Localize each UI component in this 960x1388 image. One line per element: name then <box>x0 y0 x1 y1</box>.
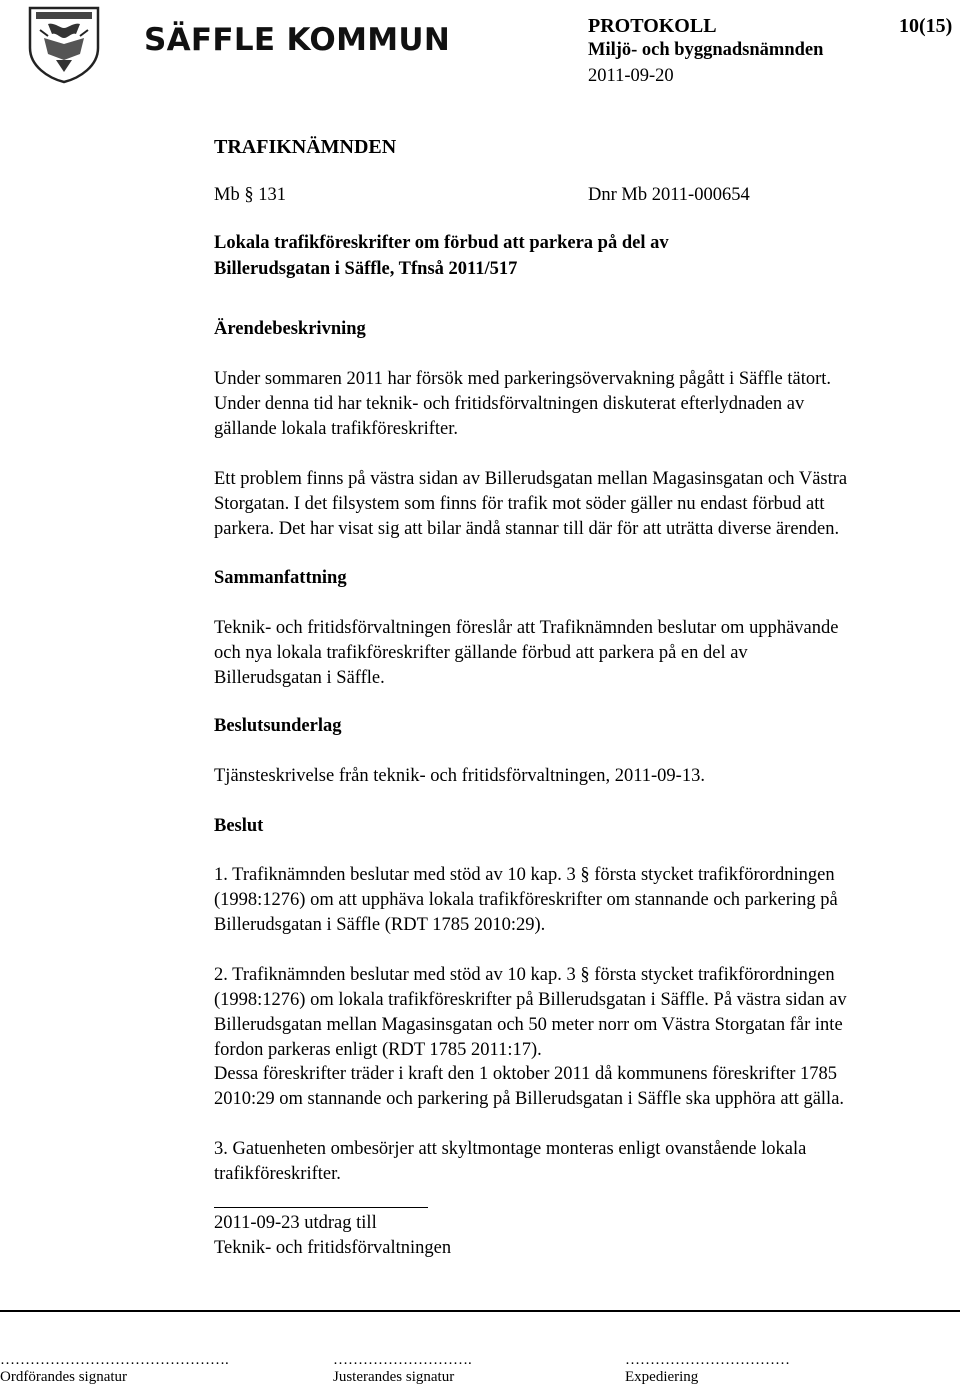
decision-line: 2. Trafiknämnden beslutar med stöd av 10 kap. 3 § första stycket trafikförordningen <box>214 965 835 985</box>
meeting-date: 2011-09-20 <box>588 66 674 86</box>
distribution-rule <box>214 1207 428 1208</box>
paragraph-line: och nya lokala trafikföreskrifter gällande förbud att parkera på en del av <box>214 643 748 663</box>
signature-dots: …………………………… <box>625 1352 790 1368</box>
decision-line: 2010:29 om stannande och parkering på Billerudsgatan i Säffle ska upphöra att gälla. <box>214 1089 845 1109</box>
paragraph-line: parkera. Det har visat sig att bilar ändå stannar till där för att uträtta diverse ärenden. <box>214 519 840 539</box>
signature-dots: ………………………………………. <box>0 1352 229 1368</box>
paragraph-line: Under denna tid har teknik- och fritidsförvaltningen diskuterat efterlydnaden av <box>214 394 805 414</box>
paragraph-line: Billerudsgatan i Säffle. <box>214 668 385 688</box>
board-name: Miljö- och byggnadsnämnden <box>588 40 824 60</box>
distribution-line: Teknik- och fritidsförvaltningen <box>214 1238 452 1258</box>
decision-line: (1998:1276) om att upphäva lokala trafikföreskrifter om stannande och parkering på <box>214 890 838 910</box>
distribution-line: 2011-09-23 utdrag till <box>214 1213 377 1233</box>
case-title-line: Lokala trafikföreskrifter om förbud att parkera på del av <box>214 233 669 253</box>
municipality-logo <box>14 4 451 86</box>
footer-rule <box>0 1310 960 1312</box>
case-title-line: Billerudsgatan i Säffle, Tfnså 2011/517 <box>214 259 518 279</box>
logo-text: SÄFFLE KOMMUN <box>144 22 451 58</box>
heading-beslutsunderlag: Beslutsunderlag <box>214 716 342 736</box>
decision-line: (1998:1276) om lokala trafikföreskrifter på Billerudsgatan i Säffle. På västra sidan av <box>214 990 847 1010</box>
decision-line: 3. Gatuenheten ombesörjer att skyltmontage monteras enligt ovanstående lokala <box>214 1139 807 1159</box>
paragraph-line: gällande lokala trafikföreskrifter. <box>214 419 458 439</box>
paragraph-line: Under sommaren 2011 har försök med parkeringsövervakning pågått i Säffle tätort. <box>214 369 832 389</box>
paragraph-line: Teknik- och fritidsförvaltningen föreslår att Trafiknämnden beslutar om upphävande <box>214 618 839 638</box>
decision-line: fordon parkeras enligt (RDT 1785 2011:17). <box>214 1040 542 1060</box>
heading-arendebeskrivning: Ärendebeskrivning <box>214 319 366 339</box>
paragraph-line: Ett problem finns på västra sidan av Billerudsgatan mellan Magasinsgatan och Västra <box>214 469 848 489</box>
paragraph-line: Tjänsteskrivelse från teknik- och fritidsförvaltningen, 2011-09-13. <box>214 766 705 786</box>
doc-type: PROTOKOLL <box>588 15 717 37</box>
page-number: 10(15) <box>899 15 953 37</box>
chair-signature-label: Ordförandes signatur <box>0 1369 128 1385</box>
signature-dots: ………………………. <box>333 1352 472 1368</box>
heading-sammanfattning: Sammanfattning <box>214 568 347 588</box>
decision-line: 1. Trafiknämnden beslutar med stöd av 10 kap. 3 § första stycket trafikförordningen <box>214 865 835 885</box>
decision-line: Billerudsgatan mellan Magasinsgatan och 50 meter norr om Västra Storgatan får inte <box>214 1015 843 1035</box>
paragraph-line: Storgatan. I det filsystem som finns för trafik mot söder gäller nu endast förbud att <box>214 494 825 514</box>
case-paragraph-number: Mb § 131 <box>214 185 286 205</box>
dispatch-label: Expediering <box>625 1369 699 1385</box>
section-title: TRAFIKNÄMNDEN <box>214 136 397 158</box>
coat-of-arms-icon <box>14 4 114 84</box>
heading-beslut: Beslut <box>214 816 264 836</box>
decision-line: Dessa föreskrifter träder i kraft den 1 oktober 2011 då kommunens föreskrifter 1785 <box>214 1064 837 1084</box>
decision-line: Billerudsgatan i Säffle (RDT 1785 2010:29). <box>214 915 546 935</box>
adjuster-signature-label: Justerandes signatur <box>333 1369 455 1385</box>
decision-line: trafikföreskrifter. <box>214 1164 341 1184</box>
case-diary-number: Dnr Mb 2011-000654 <box>588 185 750 205</box>
